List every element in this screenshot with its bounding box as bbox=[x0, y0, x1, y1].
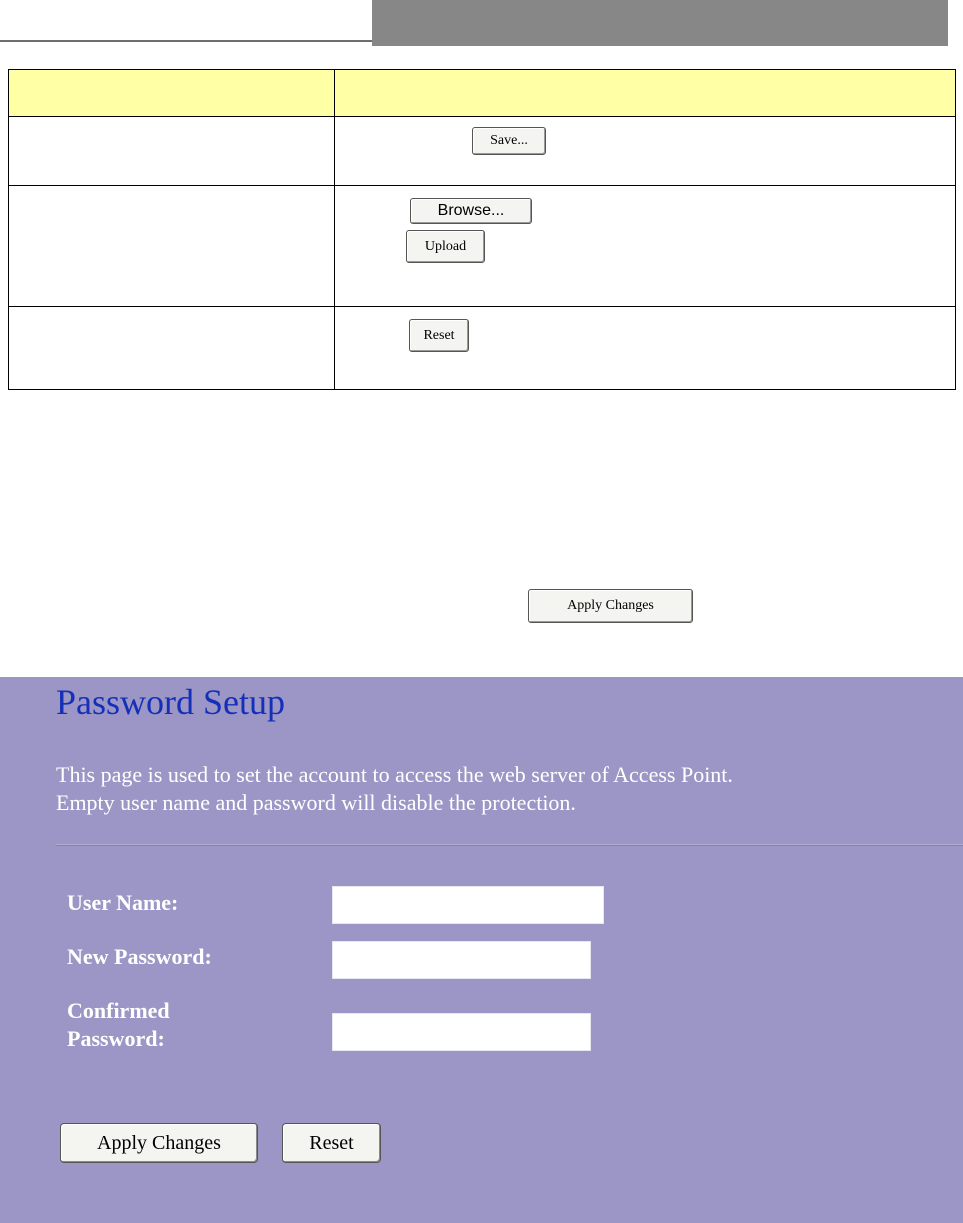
table-cell bbox=[335, 307, 956, 390]
divider bbox=[56, 844, 963, 846]
new-password-label: New Password: bbox=[67, 944, 212, 969]
description-table bbox=[8, 69, 956, 390]
description-line: Empty user name and password will disable the protection. bbox=[56, 790, 576, 815]
table-cell bbox=[9, 117, 335, 186]
confirmed-password-label bbox=[67, 997, 170, 1053]
new-password-input[interactable] bbox=[332, 941, 591, 979]
table-header-row bbox=[9, 70, 956, 117]
user-name-input[interactable] bbox=[332, 886, 604, 924]
save-button[interactable]: Save... bbox=[472, 127, 546, 155]
apply-changes-button[interactable]: Apply Changes bbox=[528, 589, 693, 623]
description-line: This page is used to set the account to access the web server of Access Point. bbox=[56, 762, 733, 787]
browse-button[interactable]: Browse... bbox=[410, 198, 532, 224]
table-cell bbox=[335, 186, 956, 307]
table-row bbox=[9, 117, 956, 186]
confirmed-password-input[interactable] bbox=[332, 1013, 591, 1051]
table-row bbox=[9, 186, 956, 307]
reset-button[interactable]: Reset bbox=[409, 319, 469, 352]
page-header-left bbox=[0, 0, 372, 42]
table-cell bbox=[9, 307, 335, 390]
page-title: Password Setup bbox=[56, 682, 286, 722]
page-description bbox=[56, 761, 956, 817]
upload-button[interactable]: Upload bbox=[406, 230, 485, 263]
reset-button[interactable]: Reset bbox=[282, 1123, 381, 1163]
table-cell bbox=[335, 117, 956, 186]
page-header-band bbox=[372, 0, 948, 46]
table-header-cell-item bbox=[9, 70, 335, 117]
table-header-cell-description bbox=[335, 70, 956, 117]
confirmed-password-label-line: Confirmed bbox=[67, 998, 170, 1023]
confirmed-password-label-line: Password: bbox=[67, 1026, 165, 1051]
password-setup-panel bbox=[0, 677, 963, 1223]
table-row bbox=[9, 307, 956, 390]
user-name-label: User Name: bbox=[67, 890, 179, 915]
apply-changes-button[interactable]: Apply Changes bbox=[60, 1123, 258, 1163]
table-cell bbox=[9, 186, 335, 307]
